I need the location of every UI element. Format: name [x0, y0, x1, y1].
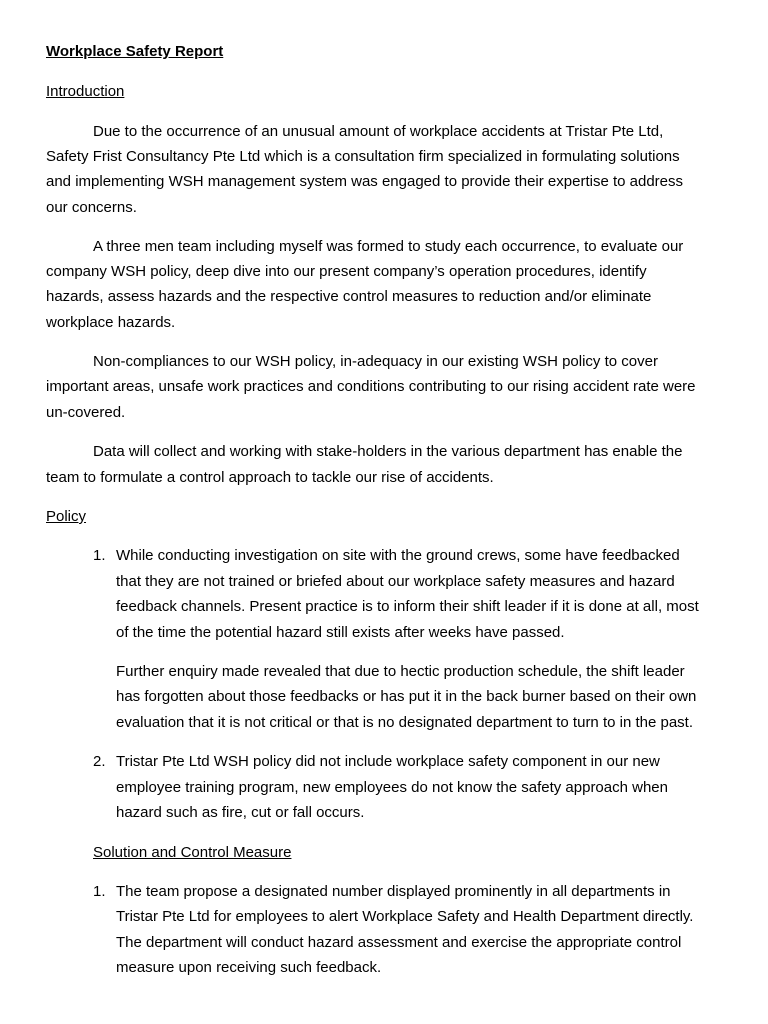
intro-p2-line3: hazards, assess hazards and the respective control measures to reduction and/or eliminate	[46, 288, 652, 305]
intro-p4-line1: Data will collect and working with stake-holders in the various department has enable the	[93, 443, 683, 460]
intro-p3-line1: Non-compliances to our WSH policy, in-adequacy in our existing WSH policy to cover	[93, 353, 658, 370]
policy-item-1-line1: While conducting investigation on site with the ground crews, some have feedbacked	[116, 547, 680, 564]
intro-p2-line2: company WSH policy, deep dive into our present company’s operation procedures, identify	[46, 263, 647, 280]
solution-item-1-line3: The department will conduct hazard assessment and exercise the appropriate control	[116, 934, 682, 951]
policy-item-1-line4: of the time the potential hazard still exists after weeks have passed.	[116, 624, 565, 641]
policy-item-2-line1: Tristar Pte Ltd WSH policy did not include workplace safety component in our new	[116, 753, 660, 770]
policy-item-1-number: 1.	[93, 547, 106, 564]
intro-p1-line2: Safety Frist Consultancy Pte Ltd which is a consultation firm specialized in formulating solutions	[46, 148, 680, 165]
intro-p3-line3: un-covered.	[46, 404, 126, 421]
intro-p1-line4: our concerns.	[46, 199, 137, 216]
policy-item-1-line3: feedback channels. Present practice is to inform their shift leader if it is done at all, most	[116, 598, 699, 615]
policy-item-1-cont-line3: evaluation that it is not critical or that is no designated department to turn to in the past.	[116, 714, 694, 731]
intro-p3-line2: important areas, unsafe work practices and conditions contributing to our rising accident rate were	[46, 378, 696, 395]
policy-item-1-cont-line1: Further enquiry made revealed that due to hectic production schedule, the shift leader	[116, 663, 685, 680]
policy-item-1-line2: that they are not trained or briefed about our workplace safety measures and hazard	[116, 573, 675, 590]
policy-item-1-cont-line2: has forgotten about those feedbacks or has put it in the back burner based on their own	[116, 688, 697, 705]
policy-item-2-number: 2.	[93, 753, 106, 770]
intro-p1-line3: and implementing WSH management system was engaged to provide their expertise to address	[46, 173, 683, 190]
section-heading-policy: Policy	[46, 508, 87, 525]
intro-p2-line4: workplace hazards.	[46, 314, 176, 331]
solution-item-1-line2: Tristar Pte Ltd for employees to alert Workplace Safety and Health Department directly.	[116, 908, 694, 925]
section-heading-introduction: Introduction	[46, 83, 125, 100]
document-title: Workplace Safety Report	[46, 43, 224, 60]
intro-p2-line1: A three men team including myself was formed to study each occurrence, to evaluate our	[93, 238, 684, 255]
intro-p4-line2: team to formulate a control approach to tackle our rise of accidents.	[46, 469, 494, 486]
intro-p1-line1: Due to the occurrence of an unusual amount of workplace accidents at Tristar Pte Ltd,	[93, 123, 664, 140]
policy-item-2-line2: employee training program, new employees do not know the safety approach when	[116, 779, 668, 796]
policy-item-2-line3: hazard such as fire, cut or fall occurs.	[116, 804, 365, 821]
solution-item-1-number: 1.	[93, 883, 106, 900]
solution-item-1-line4: measure upon receiving such feedback.	[116, 959, 382, 976]
section-heading-solution: Solution and Control Measure	[93, 844, 292, 861]
solution-item-1-line1: The team propose a designated number displayed prominently in all departments in	[116, 883, 671, 900]
